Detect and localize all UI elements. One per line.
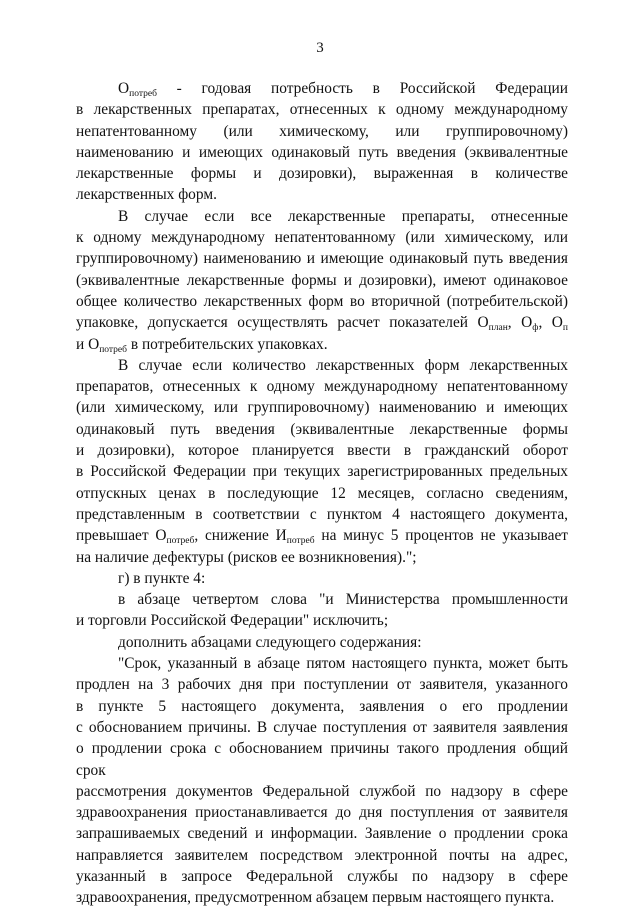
text-run: , снижение И xyxy=(194,527,287,545)
text-run: на минус 5 процентов не указывает xyxy=(314,527,569,545)
text-run: запрашиваемых сведений и информации. Заявление о продлении срока xyxy=(76,825,568,843)
text-run: группировочному) наименованию и имеющие одинаковый путь введения xyxy=(76,250,568,268)
text-run: и торговли Российской Федерации" исключить; xyxy=(76,612,389,630)
text-line xyxy=(76,419,568,440)
text-line xyxy=(76,610,568,631)
text-run: с обоснованием причины. В случае поступления от заявителя заявления xyxy=(76,718,568,736)
text-run: превышает О xyxy=(76,527,167,545)
text-run: "Срок, указанный в абзаце пятом настоящего пункта, может быть xyxy=(118,655,568,673)
text-run: здравоохранения приостанавливается до дня поступления от заявителя xyxy=(76,804,568,822)
page-number: 3 xyxy=(316,40,324,56)
text-line xyxy=(76,866,568,887)
text-line xyxy=(76,653,568,674)
subscript: план xyxy=(488,323,508,334)
text-run: и дозировки), которое планируется ввести в гражданский оборот xyxy=(76,442,568,460)
text-line xyxy=(76,525,568,546)
text-run: препаратов, отнесенных к одному международному непатентованному xyxy=(76,378,568,396)
text-line xyxy=(76,504,568,525)
text-line xyxy=(76,312,568,333)
text-line xyxy=(76,227,568,248)
text-line xyxy=(76,547,568,568)
text-line xyxy=(76,887,568,908)
text-run: наименованию и имеющих одинаковый путь введения (эквивалентные xyxy=(76,143,568,161)
text-run: г) в пункте 4: xyxy=(118,569,206,587)
text-line xyxy=(76,483,568,504)
text-run: , О xyxy=(538,314,563,332)
text-line xyxy=(76,184,568,205)
text-run: В случае если количество лекарственных форм лекарственных xyxy=(118,356,568,374)
subscript: ф xyxy=(532,323,539,334)
text-run: В случае если все лекарственные препараты, отнесенные xyxy=(118,207,568,225)
text-run: в абзаце четвертом слова "и Министерства промышленности xyxy=(118,591,568,609)
text-run: в потребительских упаковках. xyxy=(126,335,328,353)
document-body xyxy=(76,78,568,909)
text-run: лекарственные формы и дозировки), выраженная в количестве xyxy=(76,165,568,183)
text-run: представленным в соответствии с пунктом 4 настоящего документа, xyxy=(76,505,568,523)
text-line xyxy=(76,461,568,482)
text-line xyxy=(76,334,568,355)
text-line xyxy=(76,397,568,418)
subscript: потреб xyxy=(99,344,127,355)
text-run: в лекарственных препаратах, отнесенных к одному международному xyxy=(76,101,568,119)
text-run: дополнить абзацами следующего содержания: xyxy=(118,633,422,651)
text-line xyxy=(76,440,568,461)
text-run: непатентованному (или химическому, или группировочному) xyxy=(76,122,568,140)
text-run: продлен на 3 рабочих дня при поступлении от заявителя, указанного xyxy=(76,676,568,694)
text-line xyxy=(76,568,568,589)
text-line xyxy=(76,163,568,184)
text-line xyxy=(76,355,568,376)
text-run: направляется заявителем посредством электронной почты на адрес, xyxy=(76,846,568,864)
text-line xyxy=(76,674,568,695)
text-line xyxy=(76,802,568,823)
text-line xyxy=(76,717,568,738)
text-line xyxy=(76,845,568,866)
text-run: , О xyxy=(507,314,533,332)
text-line xyxy=(76,376,568,397)
text-line xyxy=(76,632,568,653)
text-run: на наличие дефектуры (рисков ее возникновения)."; xyxy=(76,548,417,566)
text-line xyxy=(76,99,568,120)
subscript: потреб xyxy=(286,536,315,547)
text-run: - годовая потребность в Российской Федерации xyxy=(156,80,568,97)
text-line xyxy=(76,121,568,142)
subscript: потреб xyxy=(129,89,157,99)
text-line xyxy=(76,696,568,717)
text-run: здравоохранения, предусмотренном абзацем первым настоящего пункта. xyxy=(76,889,555,907)
text-run: одинаковый путь введения (эквивалентные лекарственные формы xyxy=(76,420,568,438)
text-run: (или химическому, или группировочному) наименованию и имеющих xyxy=(76,399,568,417)
text-line xyxy=(76,781,568,802)
text-line xyxy=(76,738,568,781)
text-line xyxy=(76,248,568,269)
text-line xyxy=(76,589,568,610)
text-run: о продлении срока с обоснованием причины такого продления общий срок xyxy=(76,740,568,779)
subscript: потреб xyxy=(166,536,195,547)
text-run: отпускных ценах в последующие 12 месяцев, согласно сведениям, xyxy=(76,484,568,502)
text-line xyxy=(76,206,568,227)
text-run: рассмотрения документов Федеральной службой по надзору в сфере xyxy=(76,782,568,800)
subscript: п xyxy=(562,323,569,334)
text-run: к одному международному непатентованному (или химическому, или xyxy=(76,229,568,247)
text-run: в пункте 5 настоящего документа, заявления о его продлении xyxy=(76,697,568,715)
text-run: О xyxy=(118,80,130,97)
text-run: лекарственных форм. xyxy=(76,186,217,204)
text-line xyxy=(76,142,568,163)
text-line xyxy=(76,78,568,99)
text-run: общее количество лекарственных форм во вторичной (потребительской) xyxy=(76,292,568,310)
text-line xyxy=(76,270,568,291)
text-run: указанный в запросе Федеральной службы по надзору в сфере xyxy=(76,867,568,885)
text-run: упаковке, допускается осуществлять расчет показателей О xyxy=(76,314,489,332)
text-run: и О xyxy=(76,335,100,353)
text-line xyxy=(76,823,568,844)
text-run: в Российской Федерации при текущих зарегистрированных предельных xyxy=(76,463,568,481)
text-run: (эквивалентные лекарственные формы и дозировки), имеют одинаковое xyxy=(76,271,568,289)
text-line xyxy=(76,291,568,312)
